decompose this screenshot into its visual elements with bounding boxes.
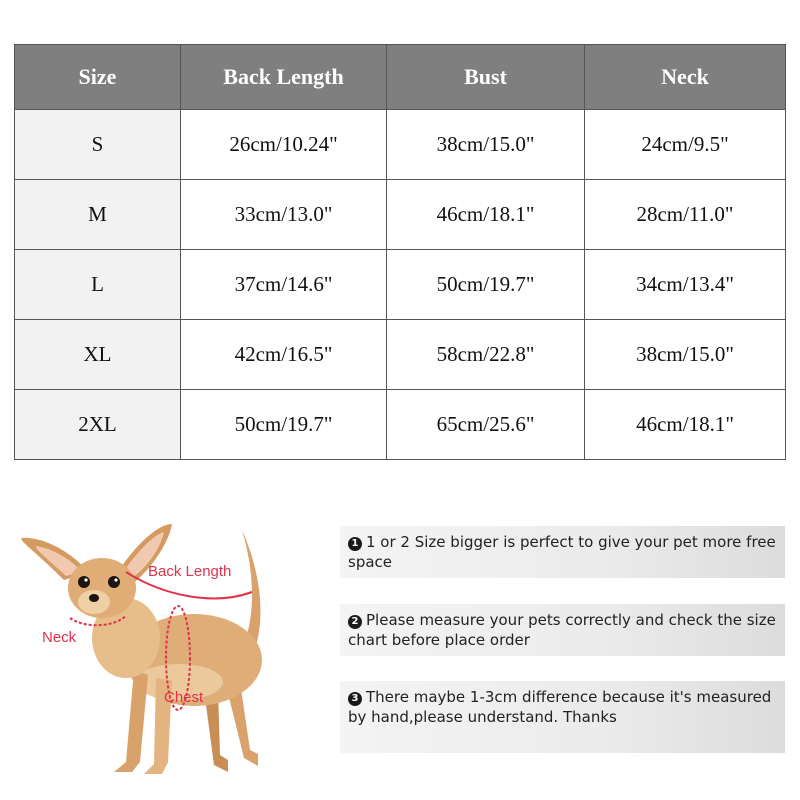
- bust-cell: 50cm/19.7": [387, 250, 585, 320]
- table-row: [15, 390, 786, 460]
- table-row: [15, 250, 786, 320]
- neck-cell: 34cm/13.4": [585, 250, 786, 320]
- back-length-cell: 50cm/19.7": [181, 390, 387, 460]
- dog-front-leg: [114, 670, 148, 772]
- size-chart-table: [14, 44, 786, 460]
- back-length-cell: 42cm/16.5": [181, 320, 387, 390]
- note-text: 1 or 2 Size bigger is perfect to give your pet more free space: [348, 533, 776, 571]
- table-row: [15, 180, 786, 250]
- dog-eye-shine: [84, 578, 87, 581]
- table-row: [15, 110, 786, 180]
- size-cell: XL: [15, 320, 181, 390]
- header-bust: Bust: [387, 45, 585, 110]
- note-measure-correctly: [340, 604, 785, 656]
- bust-cell: 58cm/22.8": [387, 320, 585, 390]
- chest-label: Chest: [164, 689, 204, 706]
- number-2-icon: 2: [348, 615, 362, 629]
- dog-nose: [89, 594, 99, 602]
- neck-cell: 28cm/11.0": [585, 180, 786, 250]
- number-3-icon: 3: [348, 692, 362, 706]
- size-cell: S: [15, 110, 181, 180]
- note-size-advice: [340, 526, 785, 578]
- number-1-icon: 1: [348, 537, 362, 551]
- size-cell: 2XL: [15, 390, 181, 460]
- dog-eye: [78, 576, 90, 588]
- note-text: There maybe 1-3cm difference because it's measured by hand,please understand. Thanks: [348, 688, 772, 726]
- bust-cell: 46cm/18.1": [387, 180, 585, 250]
- chihuahua-illustration: [14, 510, 314, 790]
- note-measurement-difference: [340, 681, 785, 753]
- back-length-cell: 33cm/13.0": [181, 180, 387, 250]
- size-cell: M: [15, 180, 181, 250]
- back-length-cell: 37cm/14.6": [181, 250, 387, 320]
- back-length-label: Back Length: [148, 563, 232, 580]
- header-size: Size: [15, 45, 181, 110]
- table-header-row: [15, 45, 786, 110]
- size-cell: L: [15, 250, 181, 320]
- note-text: Please measure your pets correctly and check the size chart before place order: [348, 611, 776, 649]
- neck-cell: 24cm/9.5": [585, 110, 786, 180]
- bust-cell: 38cm/15.0": [387, 110, 585, 180]
- back-length-cell: 26cm/10.24": [181, 110, 387, 180]
- header-neck: Neck: [585, 45, 786, 110]
- neck-label: Neck: [42, 629, 77, 646]
- dog-measurement-figure: [14, 510, 314, 790]
- neck-cell: 46cm/18.1": [585, 390, 786, 460]
- dog-eye-shine: [114, 578, 117, 581]
- table-row: [15, 320, 786, 390]
- neck-cell: 38cm/15.0": [585, 320, 786, 390]
- bust-cell: 65cm/25.6": [387, 390, 585, 460]
- header-back-length: Back Length: [181, 45, 387, 110]
- dog-eye: [108, 576, 120, 588]
